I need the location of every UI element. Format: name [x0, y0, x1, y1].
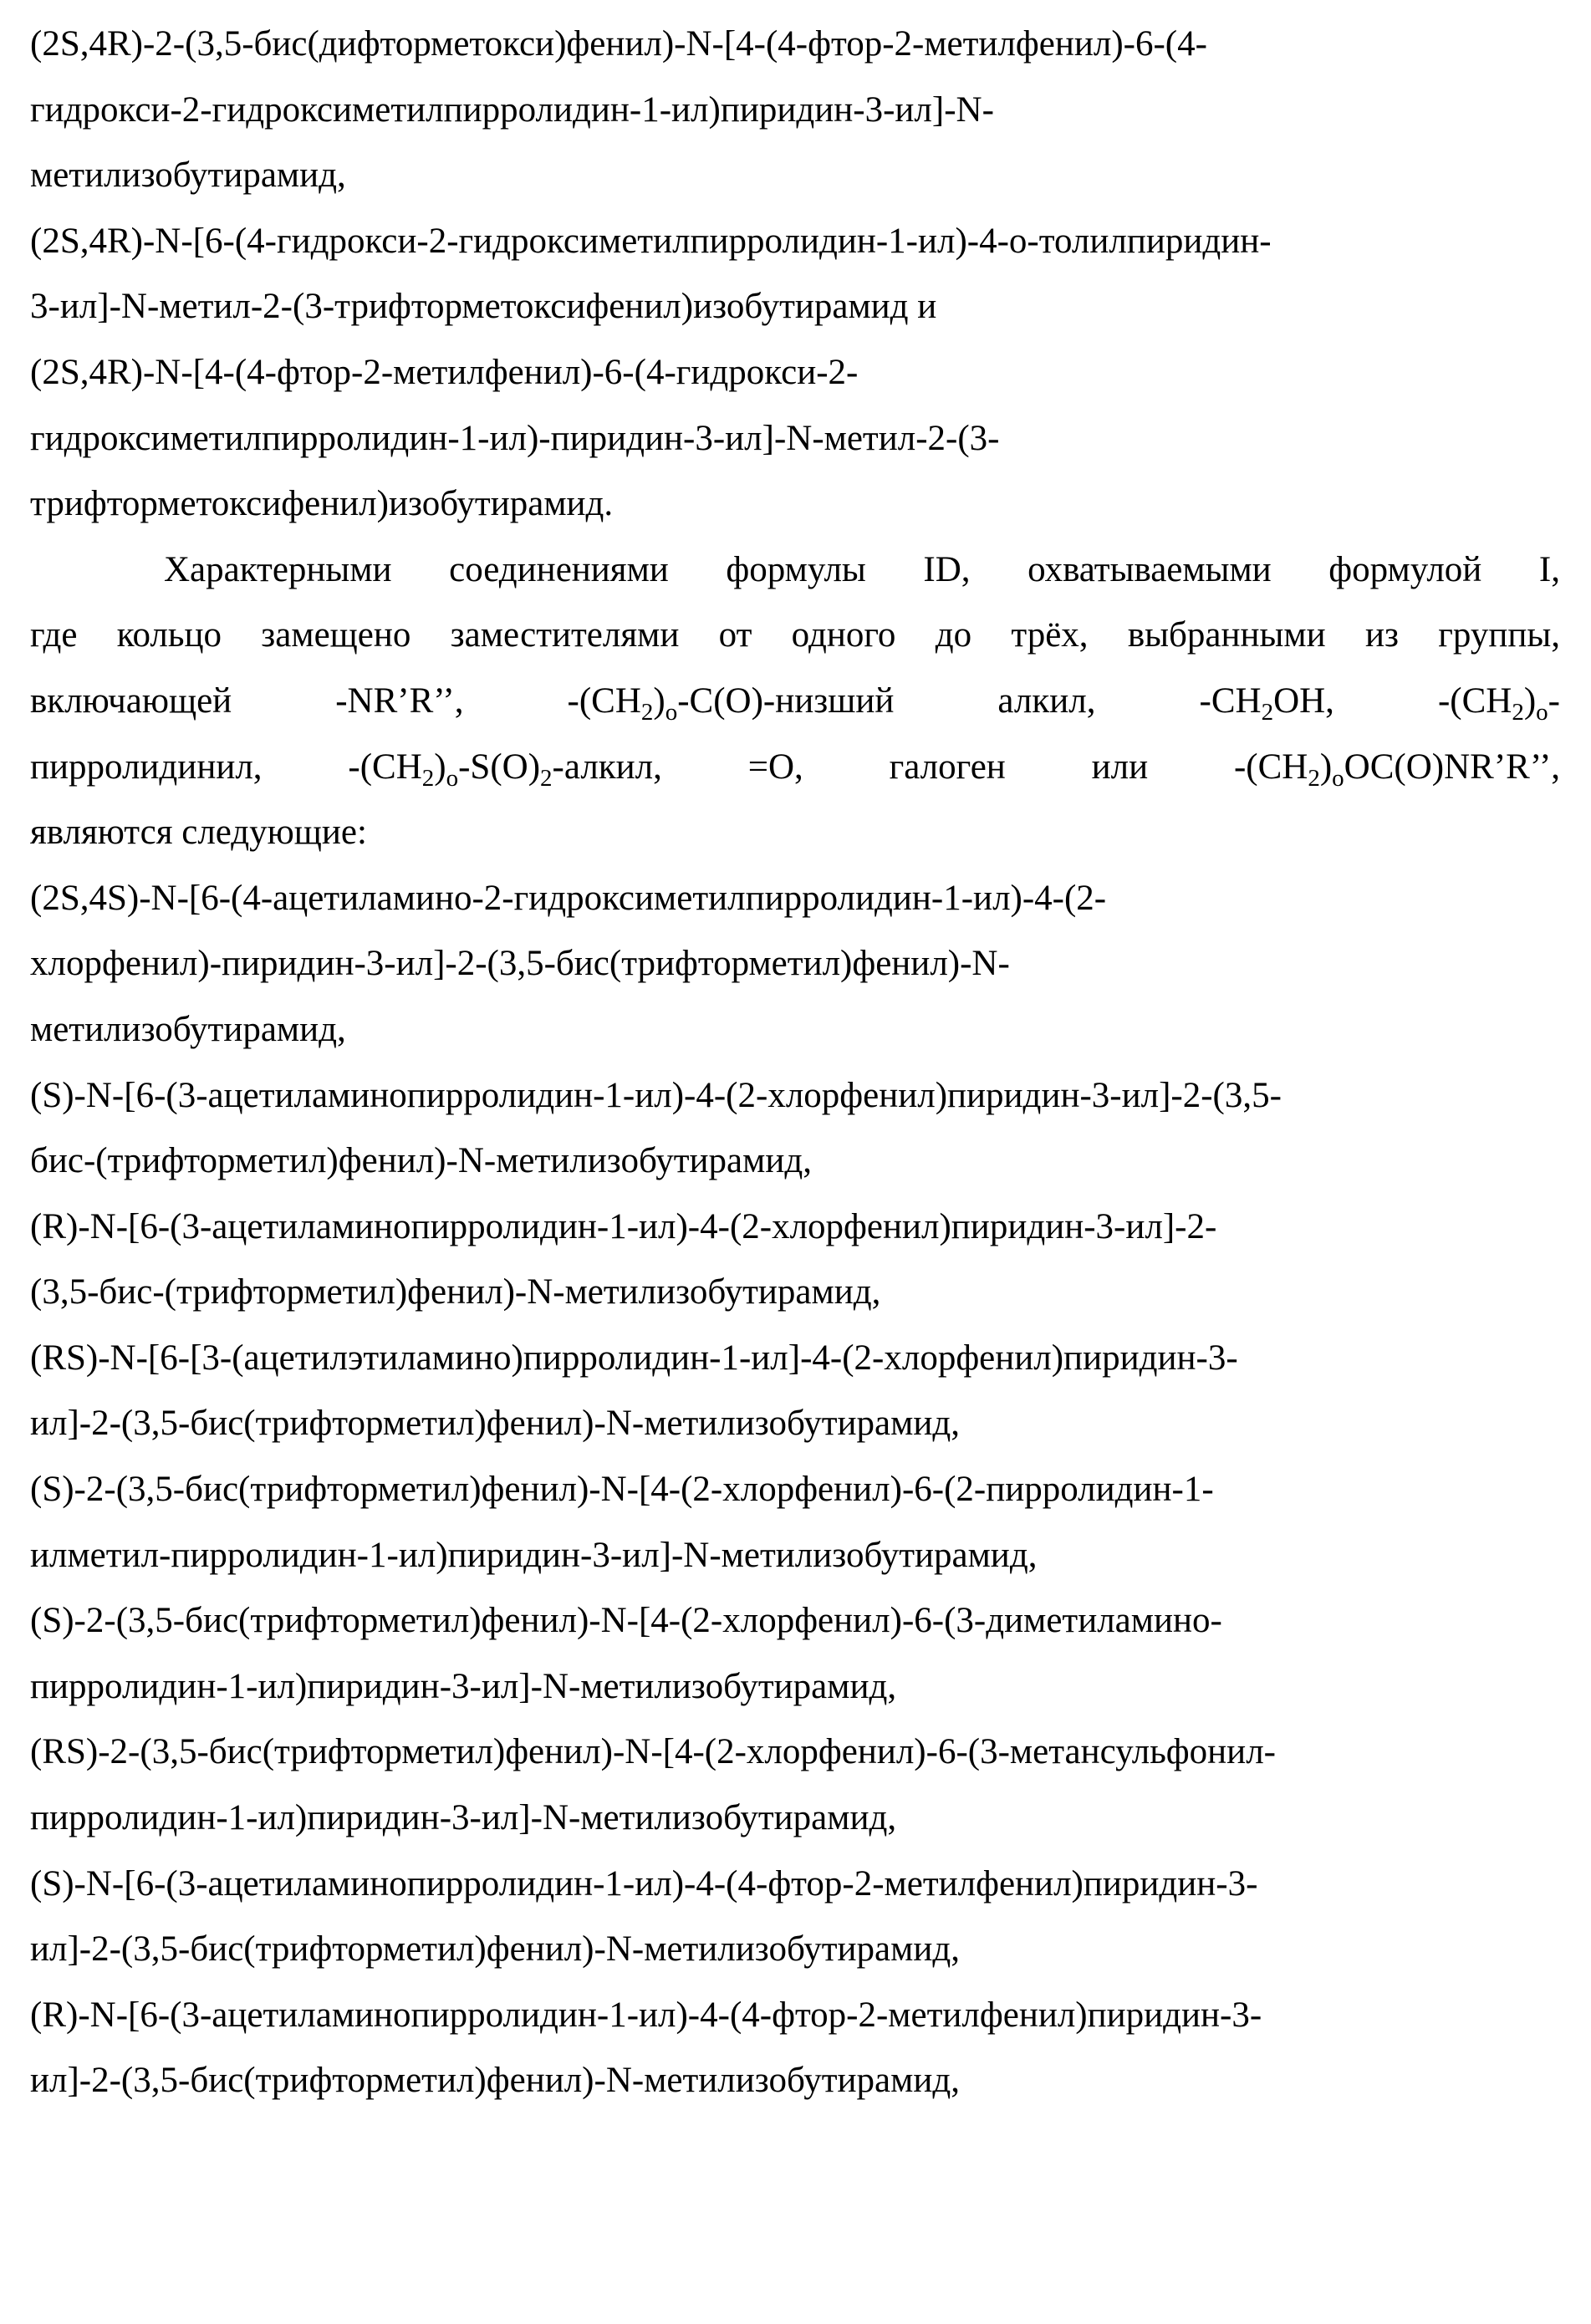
- text-line: [30, 1917, 1560, 1983]
- text-segment: (2S,4R)-N-[4-(4-фтор-2-метилфенил)-6-(4-гидрокси-2-: [30, 353, 858, 392]
- text-segment: -(CH: [263, 747, 422, 787]
- subscript: 2: [1308, 765, 1320, 792]
- subscript: o: [1536, 699, 1548, 726]
- text-line: [30, 274, 1560, 340]
- text-segment: где кольцо замещено заместителями от одного до трёх, выбранными из группы,: [30, 615, 1560, 655]
- text-segment: являются следующие:: [30, 813, 367, 852]
- text-segment: ил]-2-(3,5-бис(трифторметил)фенил)-N-метилизобутирамид,: [30, 1404, 960, 1443]
- text-segment: (2S,4R)-N-[6-(4-гидрокси-2-гидроксиметилпирролидин-1-ил)-4-о-толилпиридин-: [30, 222, 1272, 261]
- text-segment: ): [1524, 681, 1536, 721]
- subscript: 2: [540, 765, 553, 792]
- text-line: [30, 1129, 1560, 1195]
- text-segment: -C(O)-низший алкил, -CH: [677, 681, 1261, 721]
- text-line: [30, 1063, 1560, 1129]
- text-line: [30, 1720, 1560, 1786]
- text-line: [30, 340, 1560, 406]
- text-segment: бис-(трифторметил)фенил)-N-метилизобутирамид,: [30, 1141, 812, 1180]
- text-segment: (R)-N-[6-(3-ацетиламинопирролидин-1-ил)-4-(4-фтор-2-метилфенил)пиридин-3-: [30, 1995, 1262, 2035]
- text-segment: (3,5-бис-(трифторметил)фенил)-N-метилизобутирамид,: [30, 1272, 880, 1312]
- text-line: [30, 1523, 1560, 1589]
- text-segment: метилизобутирамид,: [30, 155, 346, 195]
- subscript: o: [446, 765, 459, 792]
- text-segment: гидроксиметилпирролидин-1-ил)-пиридин-3-ил]-N-метил-2-(3-: [30, 419, 999, 458]
- text-line: [30, 2048, 1560, 2114]
- text-line: [30, 12, 1560, 78]
- text-line: [30, 1654, 1560, 1720]
- text-line: [30, 1457, 1560, 1523]
- document-page: [30, 12, 1560, 2114]
- text-segment: -алкил, =O, галоген или -(CH: [553, 747, 1308, 787]
- text-segment: (S)-N-[6-(3-ацетиламинопирролидин-1-ил)-4-(2-хлорфенил)пиридин-3-ил]-2-(3,5-: [30, 1076, 1282, 1115]
- text-segment: илметил-пирролидин-1-ил)пиридин-3-ил]-N-метилизобутирамид,: [30, 1536, 1037, 1575]
- text-line: [30, 538, 1560, 604]
- text-segment: пирролидин-1-ил)пиридин-3-ил]-N-метилизобутирамид,: [30, 1798, 896, 1837]
- text-segment: Характерными соединениями формулы ID, охватываемыми формулой I,: [164, 550, 1560, 589]
- text-segment: (RS)-2-(3,5-бис(трифторметил)фенил)-N-[4-(2-хлорфенил)-6-(3-метансульфонил-: [30, 1732, 1276, 1771]
- text-segment: (S)-2-(3,5-бис(трифторметил)фенил)-N-[4-(2-хлорфенил)-6-(2-пирролидин-1-: [30, 1470, 1214, 1509]
- subscript: 2: [1512, 699, 1524, 726]
- text-segment: ): [1320, 747, 1332, 787]
- text-line: [30, 209, 1560, 275]
- text-line: [30, 1195, 1560, 1261]
- subscript: o: [665, 699, 678, 726]
- subscript: 2: [422, 765, 435, 792]
- text-line: [30, 143, 1560, 209]
- text-line: [30, 669, 1560, 735]
- text-segment: пирролидин-1-ил)пиридин-3-ил]-N-метилизобутирамид,: [30, 1667, 896, 1706]
- text-segment: трифторметоксифенил)изобутирамид.: [30, 484, 613, 523]
- text-segment: (RS)-N-[6-[3-(ацетилэтиламино)пирролидин-1-ил]-4-(2-хлорфенил)пиридин-3-: [30, 1338, 1238, 1378]
- text-segment: (2S,4S)-N-[6-(4-ацетиламино-2-гидроксиметилпирролидин-1-ил)-4-(2-: [30, 879, 1106, 918]
- text-line: [30, 735, 1560, 801]
- text-line: [30, 1983, 1560, 2049]
- text-line: [30, 603, 1560, 669]
- text-segment: -S(O): [458, 747, 540, 787]
- subscript: 2: [641, 699, 654, 726]
- text-segment: включающей -NR’R’’, -(CH: [30, 681, 641, 721]
- text-line: [30, 406, 1560, 472]
- text-line: [30, 471, 1560, 538]
- text-line: [30, 78, 1560, 144]
- text-segment: (R)-N-[6-(3-ацетиламинопирролидин-1-ил)-4-(2-хлорфенил)пиридин-3-ил]-2-: [30, 1207, 1216, 1246]
- text-segment: (S)-N-[6-(3-ацетиламинопирролидин-1-ил)-4-(4-фтор-2-метилфенил)пиридин-3-: [30, 1864, 1257, 1904]
- text-line: [30, 997, 1560, 1063]
- text-segment: гидрокси-2-гидроксиметилпирролидин-1-ил)пиридин-3-ил]-N-: [30, 90, 994, 130]
- text-line: [30, 866, 1560, 932]
- subscript: 2: [1262, 699, 1274, 726]
- text-segment: ил]-2-(3,5-бис(трифторметил)фенил)-N-метилизобутирамид,: [30, 2061, 960, 2100]
- subscript: o: [1332, 765, 1344, 792]
- text-segment: хлорфенил)-пиридин-3-ил]-2-(3,5-бис(трифторметил)фенил)-N-: [30, 944, 1010, 983]
- text-line: [30, 1391, 1560, 1457]
- text-segment: -: [1548, 681, 1560, 721]
- text-segment: пирролидинил,: [30, 747, 263, 787]
- text-segment: ил]-2-(3,5-бис(трифторметил)фенил)-N-метилизобутирамид,: [30, 1929, 960, 1969]
- text-segment: (2S,4R)-2-(3,5-бис(дифторметокси)фенил)-N-[4-(4-фтор-2-метилфенил)-6-(4-: [30, 24, 1207, 64]
- text-line: [30, 1852, 1560, 1918]
- text-segment: 3-ил]-N-метил-2-(3-трифторметоксифенил)изобутирамид и: [30, 287, 936, 326]
- text-segment: метилизобутирамид,: [30, 1010, 346, 1049]
- text-line: [30, 931, 1560, 997]
- text-line: [30, 1260, 1560, 1326]
- text-line: [30, 1588, 1560, 1654]
- text-segment: OH, -(CH: [1273, 681, 1512, 721]
- text-line: [30, 1786, 1560, 1852]
- text-segment: ): [653, 681, 665, 721]
- text-segment: (S)-2-(3,5-бис(трифторметил)фенил)-N-[4-(2-хлорфенил)-6-(3-диметиламино-: [30, 1601, 1222, 1640]
- text-segment: OC(O)NR’R’’,: [1344, 747, 1560, 787]
- text-line: [30, 1326, 1560, 1392]
- text-segment: ): [434, 747, 446, 787]
- text-line: [30, 800, 1560, 866]
